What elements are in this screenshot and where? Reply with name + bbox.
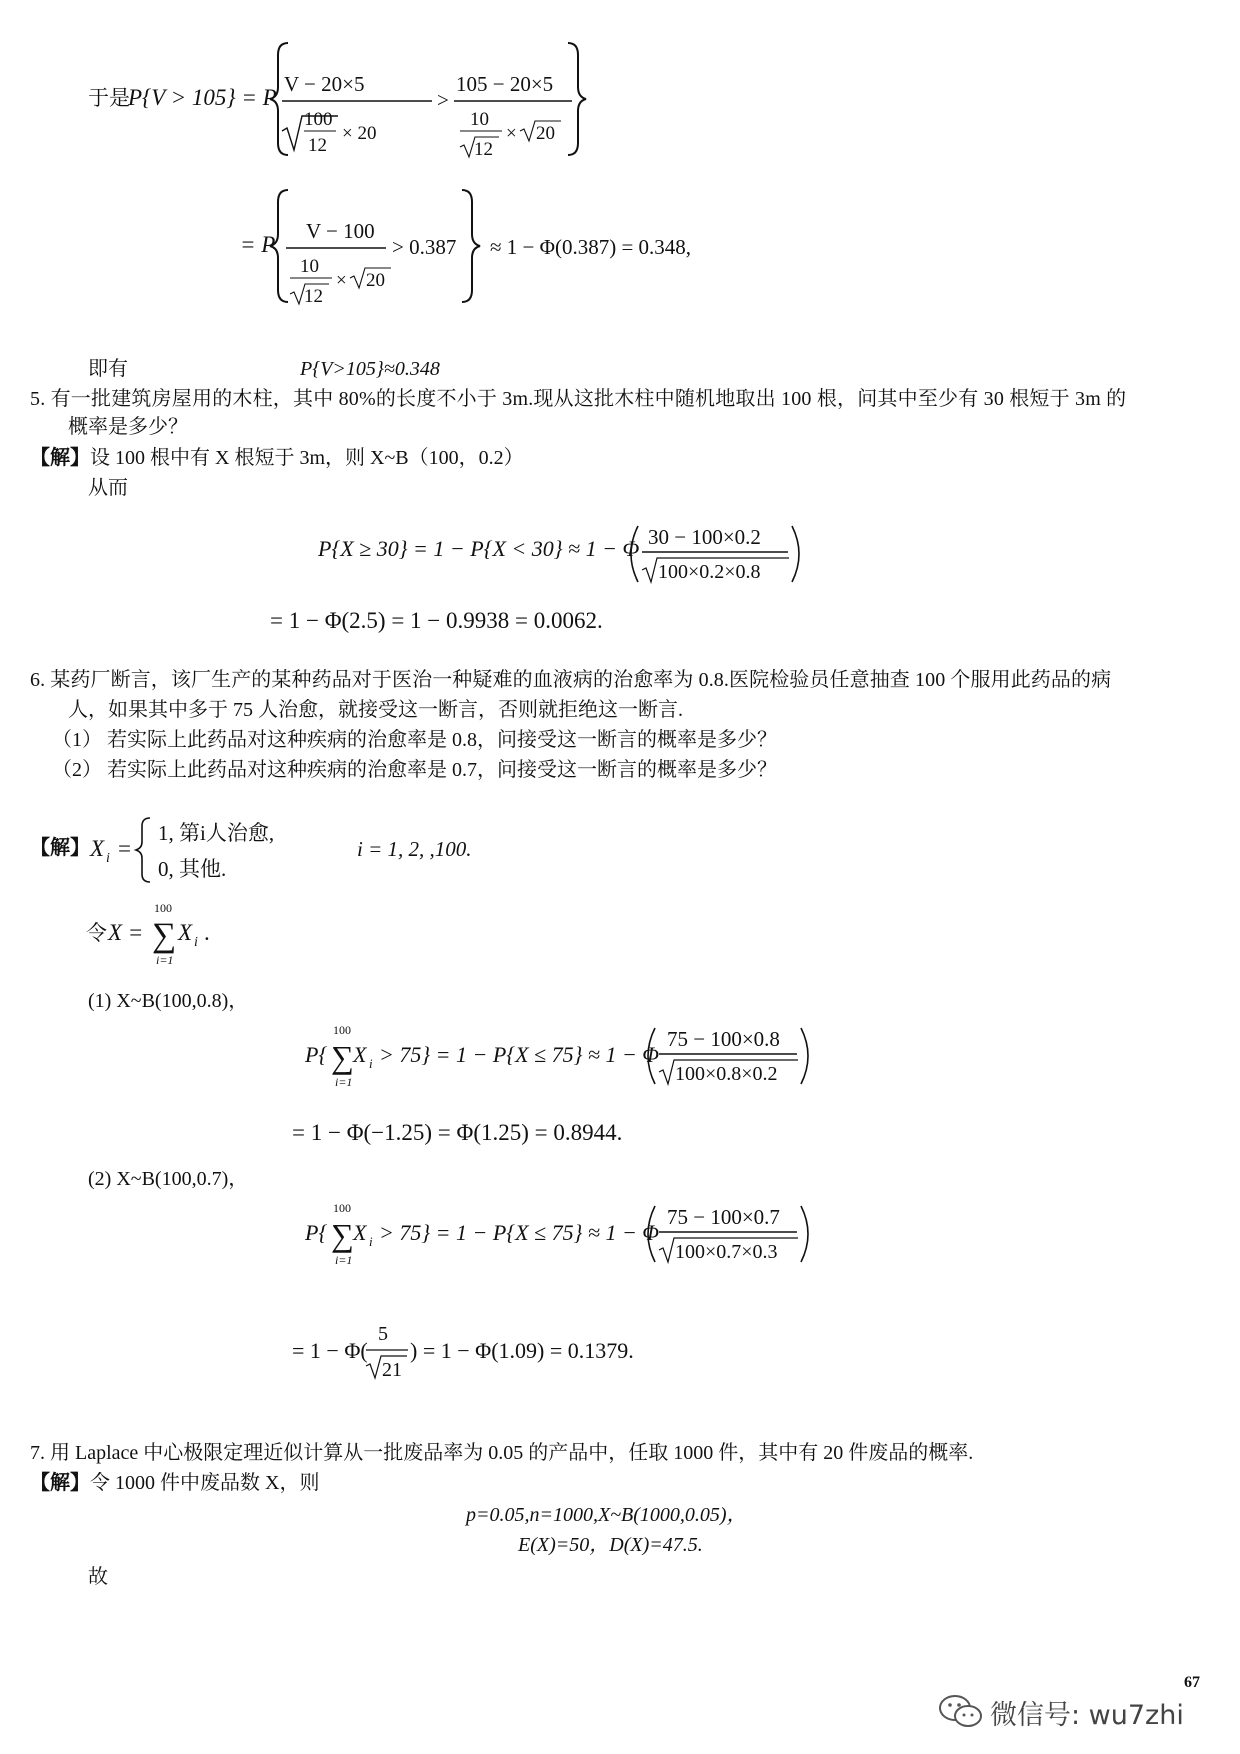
svg-text:100: 100 bbox=[304, 109, 333, 130]
svg-text:i = 1, 2, ,100.: i = 1, 2, ,100. bbox=[357, 837, 472, 861]
svg-text:i=1: i=1 bbox=[335, 1253, 353, 1267]
svg-text:100: 100 bbox=[154, 901, 172, 915]
svg-text:P{X ≥ 30} = 1 − P{X < 30} ≈ 1: P{X ≥ 30} = 1 − P{X < 30} ≈ 1 − Φ bbox=[318, 536, 640, 561]
svg-text:20: 20 bbox=[536, 123, 555, 144]
q6-item-1: （1） 若实际上此药品对这种疾病的治愈率是 0.8，问接受这一断言的概率是多少？ bbox=[52, 729, 777, 751]
svg-text:i=1: i=1 bbox=[156, 953, 174, 967]
svg-text:V − 100: V − 100 bbox=[306, 219, 375, 243]
formula-q5-step2: = 1 − Φ(2.5) = 1 − 0.9938 = 0.0062. bbox=[270, 608, 603, 633]
formula-q6-indicator bbox=[30, 810, 510, 890]
svg-text:> 75} = 1 − P{X ≤ 75} ≈ 1 − Φ: > 75} = 1 − P{X ≤ 75} ≈ 1 − Φ bbox=[379, 1042, 660, 1067]
svg-text:5: 5 bbox=[378, 1323, 388, 1345]
q7-therefore: 故 bbox=[88, 1566, 108, 1588]
watermark bbox=[938, 1692, 1184, 1732]
svg-text:100×0.2×0.8: 100×0.2×0.8 bbox=[658, 561, 761, 583]
q7-solution-text: 令 1000 件中废品数 X，则 bbox=[90, 1472, 320, 1494]
frac2-numerator: 105 − 20×5 bbox=[456, 72, 554, 96]
svg-text:i: i bbox=[369, 1234, 373, 1249]
svg-text:×: × bbox=[506, 123, 517, 144]
svg-text:i: i bbox=[194, 935, 198, 950]
svg-text:100: 100 bbox=[333, 1023, 351, 1037]
svg-text:=: = bbox=[118, 836, 131, 861]
svg-text:0, 其他.: 0, 其他. bbox=[158, 857, 227, 881]
q5-statement-line2: 概率是多少？ bbox=[68, 416, 188, 438]
q6-part1-label: (1) X~B(100,0.8)， bbox=[88, 990, 249, 1012]
wechat-icon bbox=[938, 1694, 984, 1730]
svg-text:令: 令 bbox=[86, 921, 107, 945]
svg-text:X =: X = bbox=[108, 920, 144, 945]
svg-text:10: 10 bbox=[470, 109, 489, 130]
svg-text:i: i bbox=[369, 1056, 373, 1071]
svg-text:X: X bbox=[178, 920, 193, 945]
q7-solution bbox=[30, 1470, 319, 1496]
svg-text:100: 100 bbox=[333, 1201, 351, 1215]
svg-text:∑: ∑ bbox=[331, 1217, 354, 1253]
q6-statement-line1: 6. 某药厂断言，该厂生产的某种药品对于医治一种疑难的血液病的治愈率为 0.8.医院检验员任意抽查 100 个服用此药品的病 bbox=[30, 669, 1112, 691]
svg-text:12: 12 bbox=[308, 135, 327, 156]
svg-text:100×0.7×0.3: 100×0.7×0.3 bbox=[675, 1241, 778, 1263]
q7-statement: 7. 用 Laplace 中心极限定理近似计算从一批废品率为 0.05 的产品中，任取 1000 件，其中有 20 件废品的概率. bbox=[30, 1442, 974, 1464]
svg-text:) = 1 − Φ(1.09) = 0.1379.: ) = 1 − Φ(1.09) = 0.1379. bbox=[410, 1338, 634, 1363]
q5-statement-line1: 5. 有一批建筑房屋用的木柱，其中 80%的长度不小于 3m.现从这批木柱中随机地取出 100 根，问其中至少有 30 根短于 3m 的 bbox=[30, 388, 1127, 410]
formula-q6-part1-result: = 1 − Φ(−1.25) = Φ(1.25) = 0.8944. bbox=[292, 1120, 623, 1145]
svg-text:30 − 100×0.2: 30 − 100×0.2 bbox=[648, 525, 761, 549]
formula-lhs: P{V > 105} = P bbox=[128, 85, 277, 110]
svg-text:20: 20 bbox=[366, 270, 385, 291]
right-brace bbox=[568, 43, 586, 155]
formula-p-v-gt-105-step2 bbox=[240, 182, 760, 312]
page-number: 67 bbox=[1184, 1674, 1200, 1691]
svg-text:i: i bbox=[106, 851, 110, 866]
svg-text:i=1: i=1 bbox=[335, 1075, 353, 1089]
formula-q6-part1 bbox=[305, 1020, 865, 1100]
formula-lead: 于是 bbox=[88, 86, 130, 110]
q5-solution-text: 设 100 根中有 X 根短于 3m，则 X~B（100，0.2） bbox=[90, 447, 524, 469]
formula-q6-part2-result bbox=[292, 1318, 712, 1398]
svg-text:12: 12 bbox=[474, 139, 493, 160]
left-brace bbox=[270, 43, 288, 155]
formula-q6-part2 bbox=[305, 1198, 865, 1278]
q6-item-2: （2） 若实际上此药品对这种疾病的治愈率是 0.7，问接受这一断言的概率是多少？ bbox=[52, 759, 777, 781]
frac1-numerator: V − 20×5 bbox=[284, 72, 365, 96]
svg-text:X: X bbox=[353, 1042, 367, 1067]
solution-tag: 【解】 bbox=[30, 1472, 90, 1494]
svg-text:×: × bbox=[336, 270, 347, 291]
svg-text:.: . bbox=[204, 920, 210, 945]
svg-text:P{: P{ bbox=[305, 1042, 328, 1067]
svg-text:= P: = P bbox=[240, 232, 276, 257]
svg-text:1, 第i人治愈,: 1, 第i人治愈, bbox=[158, 821, 275, 845]
conclusion-value: P{V>105}≈0.348 bbox=[300, 358, 440, 380]
svg-text:P{: P{ bbox=[305, 1220, 328, 1245]
q5-from: 从而 bbox=[88, 477, 128, 499]
svg-text:10: 10 bbox=[300, 256, 319, 277]
q5-solution bbox=[30, 445, 524, 471]
svg-text:> 0.387: > 0.387 bbox=[392, 235, 457, 259]
formula-p-v-gt-105-step1 bbox=[60, 35, 760, 165]
watermark-text: 微信号: wu7zhi bbox=[990, 1699, 1184, 1731]
q7-params: p=0.05,n=1000,X~B(1000,0.05)， bbox=[466, 1504, 747, 1526]
formula-q6-let-sum bbox=[86, 900, 286, 970]
svg-text:75 − 100×0.7: 75 − 100×0.7 bbox=[667, 1205, 780, 1229]
svg-text:21: 21 bbox=[382, 1359, 402, 1381]
formula-q5-step1 bbox=[318, 520, 838, 600]
svg-text:∑: ∑ bbox=[152, 917, 177, 954]
svg-text:X: X bbox=[90, 836, 105, 861]
svg-text:≈ 1 − Φ(0.387) = 0.348,: ≈ 1 − Φ(0.387) = 0.348, bbox=[490, 235, 692, 259]
q7-moments: E(X)=50，D(X)=47.5. bbox=[518, 1534, 703, 1556]
svg-text:【解】: 【解】 bbox=[30, 837, 90, 859]
svg-text:100×0.8×0.2: 100×0.8×0.2 bbox=[675, 1063, 778, 1085]
q6-statement-line2: 人，如果其中多于 75 人治愈，就接受这一断言，否则就拒绝这一断言. bbox=[68, 699, 683, 721]
svg-text:75 − 100×0.8: 75 − 100×0.8 bbox=[667, 1027, 780, 1051]
solution-tag: 【解】 bbox=[30, 447, 90, 469]
svg-text:× 20: × 20 bbox=[342, 123, 377, 144]
svg-text:> 75} = 1 − P{X ≤ 75} ≈ 1 − Φ: > 75} = 1 − P{X ≤ 75} ≈ 1 − Φ bbox=[379, 1220, 660, 1245]
conclusion-label: 即有 bbox=[88, 358, 128, 380]
svg-text:12: 12 bbox=[304, 286, 323, 307]
q6-part2-label: (2) X~B(100,0.7)， bbox=[88, 1168, 249, 1190]
svg-text:X: X bbox=[353, 1220, 367, 1245]
frac-gt: > bbox=[437, 88, 449, 112]
svg-text:= 1 − Φ(: = 1 − Φ( bbox=[292, 1338, 368, 1363]
svg-text:∑: ∑ bbox=[331, 1039, 354, 1075]
